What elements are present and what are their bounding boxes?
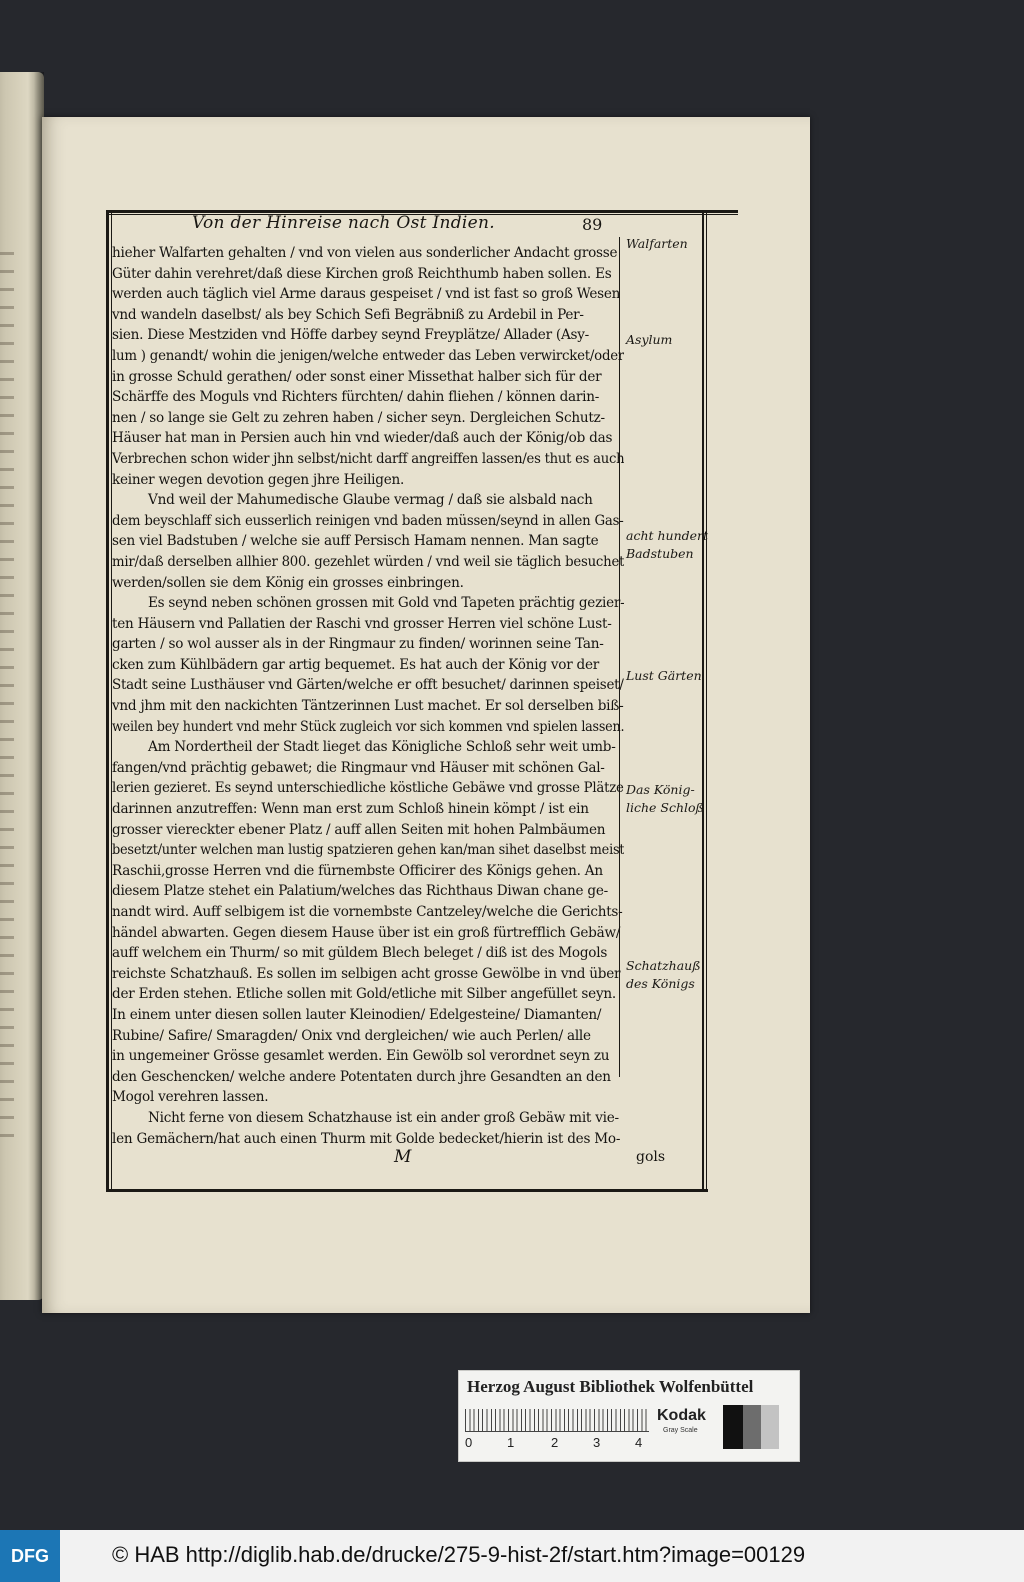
text-line: garten / so wol ausser als in der Ringmaur zu finden/ worinnen seine Tan-	[112, 636, 604, 653]
text-line: auff welchem ein Thurm/ so mit güldem Blech beleget / diß ist des Mogols	[112, 945, 608, 962]
text-line: lerien gezieret. Es seynd unterschiedliche köstliche Gebäwe vnd grosse Plätze	[112, 780, 624, 797]
ruler-number: 0	[465, 1435, 473, 1450]
ruler-number: 2	[551, 1435, 559, 1450]
text-line: den Geschencken/ welche andere Potentaten durch jhre Gesandten an den	[112, 1068, 611, 1085]
text-line: cken zum Kühlbädern gar artig bequemet. Es hat auch der König vor der	[112, 656, 600, 673]
ruler-numbers	[465, 1435, 655, 1453]
dfg-logo: DFG	[0, 1530, 60, 1582]
ruler-number: 4	[635, 1435, 643, 1450]
book-page	[42, 117, 810, 1313]
body-text	[112, 243, 624, 1149]
margin-note-asylum: Asylum	[626, 332, 673, 347]
library-name: Herzog August Bibliothek Wolfenbüttel	[467, 1377, 754, 1396]
bottom-rule	[108, 1189, 708, 1192]
left-rule	[106, 210, 109, 1192]
text-line: len Gemächern/hat auch einen Thurm mit Golde bedecket/hierin ist des Mo-	[112, 1130, 621, 1147]
text-line: Mogol verehren lassen.	[112, 1089, 269, 1106]
kodak-logo: Kodak	[657, 1407, 706, 1424]
text-line: Nicht ferne von diesem Schatzhause ist ein ander groß Gebäw mit vie-	[148, 1109, 619, 1126]
color-calibration-card	[458, 1370, 800, 1462]
margin-note-lustgaerten: Lust Gärten	[626, 668, 702, 683]
text-line: in ungemeiner Grösse gesamlet werden. Ein Gewölb sol verordnet seyn zu	[112, 1048, 610, 1065]
ruler-number: 3	[593, 1435, 601, 1450]
margin-note-schloss: Das König-liche Schloß	[626, 782, 704, 815]
ruler-number: 1	[507, 1435, 515, 1450]
text-line: Verbrechen schon wider jhn selbst/nicht darff angreiffen lassen/es thut es auch	[112, 450, 624, 467]
text-line: Rubine/ Safire/ Smaragden/ Onix vnd dergleichen/ wie auch Perlen/ alle	[112, 1027, 591, 1044]
signature-mark: M	[394, 1147, 412, 1167]
page-number: 89	[582, 215, 603, 234]
text-line: lum ) genandt/ wohin die jenigen/welche entweder das Leben verwircket/oder	[112, 347, 624, 364]
text-line: vnd jhm mit den nackichten Täntzerinnen Lust machet. Er sol derselben biß-	[112, 698, 624, 715]
margin-note-walfarten: Walfarten	[626, 236, 688, 251]
text-line: mir/daß derselben allhier 800. gezehlet würden / vnd weil sie täglich besuchet	[112, 553, 624, 570]
text-line: der Erden stehen. Etliche sollen mit Gold/etliche mit Silber angefüllet seyn.	[112, 986, 616, 1003]
left-adjacent-page	[0, 72, 44, 1300]
text-line: Es seynd neben schönen grossen mit Gold vnd Tapeten prächtig gezier-	[148, 595, 624, 612]
right-rule-thin	[706, 210, 707, 1192]
text-line: hieher Walfarten gehalten / vnd von vielen aus sonderlicher Andacht grosse	[112, 245, 618, 261]
text-line: weilen bey hundert vnd mehr Stück zugleich vor sich kommen vnd spielen lassen.	[112, 718, 624, 735]
text-line: Schärffe des Moguls vnd Richters fürchten/ dahin fliehen / können darin-	[112, 389, 600, 406]
text-line: fangen/vnd prächtig gebawet; die Ringmaur vnd Häuser mit schönen Gal-	[112, 759, 605, 776]
right-rule	[702, 210, 704, 1192]
text-line: nen / so lange sie Gelt zu zehren haben / sicher seyn. Dergleichen Schutz-	[112, 409, 605, 426]
text-line: reichste Schatzhauß. Es sollen im selbigen acht grosse Gewölbe in vnd über	[112, 965, 621, 982]
text-line: sen viel Badstuben / welche sie auff Persisch Hamam nennen. Man sagte	[112, 533, 599, 550]
page-frame	[42, 117, 810, 1313]
text-line: in grosse Schuld gerathen/ oder sonst einer Missethat halber sich für der	[112, 368, 602, 385]
text-line: dem beyschlaff sich eusserlich reinigen vnd baden müssen/seynd in allen Gas-	[112, 512, 624, 529]
running-head: Von der Hinreise nach Ost Indien.	[192, 213, 495, 233]
text-line: Häuser hat man in Persien auch hin vnd wieder/daß auch der König/ob das	[112, 430, 613, 447]
text-line: Am Nordertheil der Stadt lieget das Königliche Schloß sehr weit umb-	[148, 739, 616, 756]
text-line: händel abwarten. Gegen diesem Hause über ist ein groß fürtrefflich Gebäw/	[112, 924, 621, 941]
text-line: Stadt seine Lusthäuser vnd Gärten/welche er offt besuchet/ darinnen speiset/	[112, 677, 624, 694]
gray-swatch-light	[761, 1405, 779, 1449]
copyright-link[interactable]: © HAB http://diglib.hab.de/drucke/275-9-hist-2f/start.htm?image=00129	[112, 1542, 806, 1567]
gray-swatch-black	[723, 1405, 743, 1449]
text-line: vnd wandeln daselbst/ als bey Schich Sefi Begräbniß zu Ardebil in Per-	[112, 306, 584, 323]
text-line: werden/sollen sie dem König ein grosses einbringen.	[112, 574, 464, 591]
text-line: keiner wegen devotion gegen jhre Heiligen.	[112, 471, 405, 488]
text-line: ten Häusern vnd Pallatien der Raschi vnd grosser Herren viel schöne Lust-	[112, 615, 612, 632]
scale-ruler	[465, 1409, 649, 1432]
text-line: sien. Diese Mestziden vnd Höffe darbey seynd Freyplätze/ Allader (Asy-	[112, 327, 590, 344]
left-page-text-edge	[0, 252, 14, 1152]
margin-note-schatzhaus: Schatzhauß des Königs	[626, 958, 701, 991]
text-line: nandt wird. Auff selbigem ist die vornembste Cantzeley/welche die Gerichts-	[112, 904, 623, 920]
text-line: grosser viereckter ebener Platz / auff allen Seiten mit hohen Palmbäumen	[112, 821, 606, 838]
text-line: diesem Platze stehet ein Palatium/welches das Richthaus Diwan chane ge-	[112, 883, 608, 900]
catchword: gols	[636, 1149, 666, 1165]
text-line: In einem unter diesen sollen lauter Kleinodien/ Edelgesteine/ Diamanten/	[112, 1006, 602, 1023]
text-line: Vnd weil der Mahumedische Glaube vermag / daß sie alsbald nach	[148, 492, 593, 509]
margin-note-badstuben: acht hundert Badstuben	[626, 528, 709, 561]
text-line: Raschii,grosse Herren vnd die fürnembste Officirer des Königs gehen. An	[112, 862, 603, 879]
gray-swatch-mid	[743, 1405, 761, 1449]
gray-scale-label: Gray Scale	[663, 1427, 698, 1434]
text-line: darinnen anzutreffen: Wenn man erst zum Schloß hinein kömpt / ist ein	[112, 801, 589, 818]
text-line: besetzt/unter welchen man lustig spatzieren gehen kan/man sihet daselbst meist	[112, 842, 624, 859]
text-line: werden auch täglich viel Arme daraus gespeiset / vnd ist fast so groß Wesen	[112, 286, 621, 303]
catchword-row	[108, 1147, 708, 1173]
text-line: Güter dahin verehret/daß diese Kirchen groß Reichthumb haben sollen. Es	[112, 265, 612, 282]
footer-bar	[0, 1530, 1024, 1582]
